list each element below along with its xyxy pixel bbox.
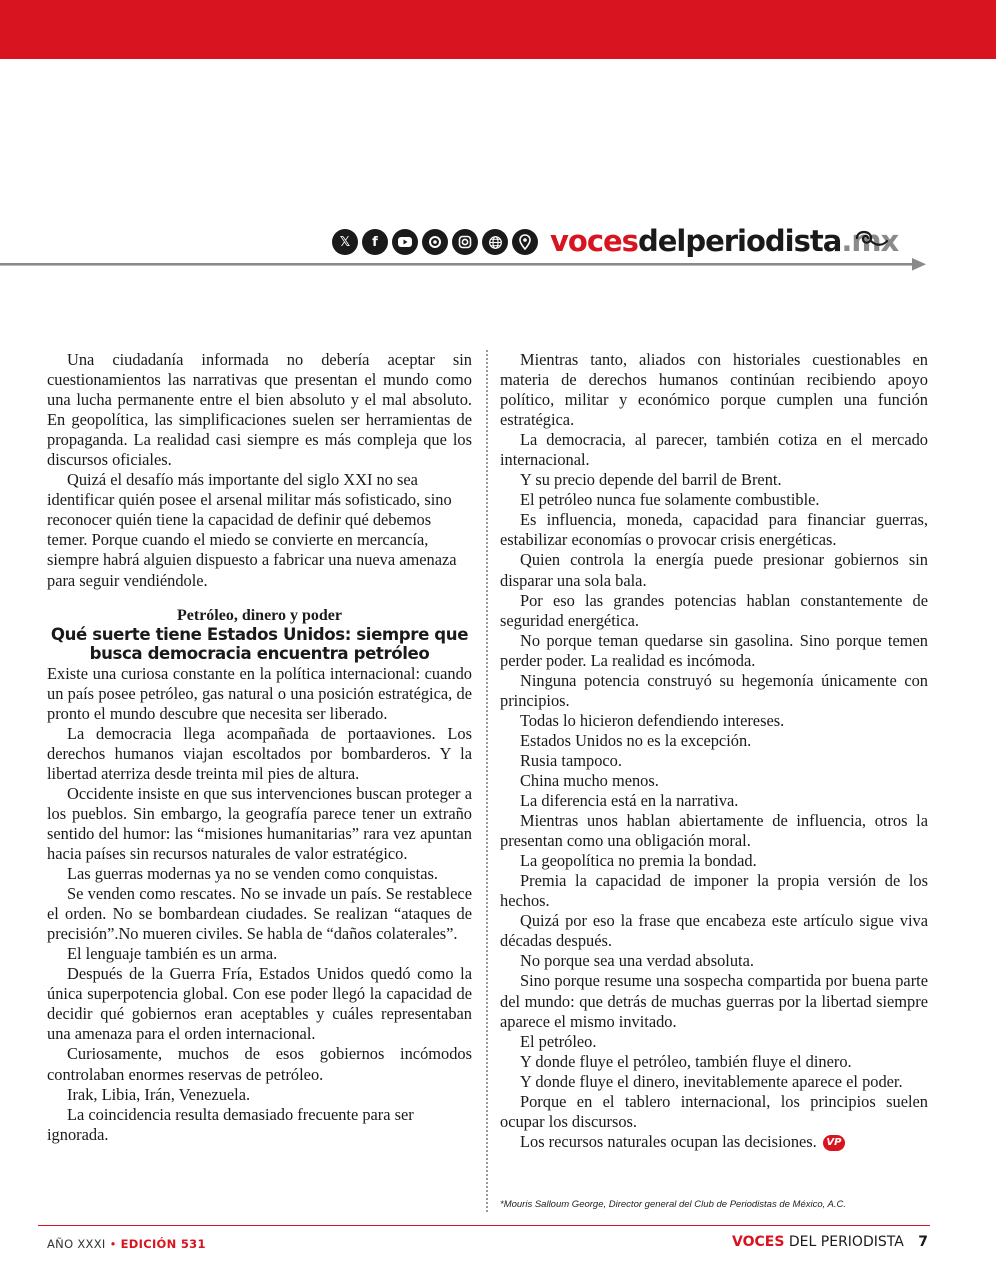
- right-body-paragraph: Estados Unidos no es la excepción.: [520, 730, 752, 750]
- right-body-paragraph: Por eso las grandes potencias hablan constantemente de seguridad energética.: [500, 590, 928, 630]
- right-body-paragraph: La diferencia está en la narrativa.: [520, 791, 739, 811]
- column-divider: [486, 350, 488, 1212]
- right-body-paragraph: Quizá por eso la frase que encabeza este artículo sigue viva décadas después.: [500, 911, 928, 951]
- right-body-paragraph: Y donde fluye el petróleo, también fluye el dinero.: [520, 1051, 852, 1071]
- right-body-paragraph: Mientras tanto, aliados con historiales cuestionables en materia de derechos humanos continúan recibiendo apoyo político, militar y económico porque cumplen una función estratégica.: [500, 350, 928, 430]
- footer-brand: [732, 1234, 928, 1250]
- right-body-paragraph: No porque sea una verdad absoluta.: [520, 951, 754, 971]
- right-body-paragraph: El petróleo.: [520, 1031, 597, 1051]
- swirl-ornament-icon: [855, 228, 889, 254]
- left-body-paragraph: Después de la Guerra Fría, Estados Unidos quedó como la única superpotencia global. Con ese poder llegó la capacidad de decidir qué gobiernos eran aceptables y cuáles representaban una amenaza para el orden internacional.: [47, 964, 472, 1044]
- facebook-icon[interactable]: f: [362, 229, 388, 255]
- right-body-paragraph: La geopolítica no premia la bondad.: [520, 851, 757, 871]
- left-body-paragraph: Irak, Libia, Irán, Venezuela.: [67, 1084, 251, 1104]
- left-body-paragraph: Occidente insiste en que sus intervenciones buscan proteger a los pueblos. Sin embargo, la geografía parece tener un extraño sentido del humor: las “misiones humanitarias” rara vez apuntan hacia países sin recursos naturales de valor estratégico.: [47, 783, 472, 863]
- right-body-paragraphs: [500, 350, 928, 1132]
- footer-brand-rest: DEL PERIODISTA: [788, 1234, 904, 1250]
- right-body-paragraph: El petróleo nunca fue solamente combustible.: [520, 490, 820, 510]
- left-intro-paragraph: Quizá el desafío más importante del siglo XXI no sea identificar quién posee el arsenal militar más sofisticado, sino reconocer quién tiene la capacidad de definir qué debemos temer. Porque cuando el miedo se convierte en mercancía, siempre habrá alguien dispuesto a fabricar una nueva amenaza para seguir vendiéndole.: [47, 470, 457, 590]
- footer-edition: EDICIÓN 531: [120, 1237, 206, 1251]
- footer-edition-info: [47, 1237, 206, 1251]
- right-body-paragraph: Sino porque resume una sospecha compartida por buena parte del mundo: que detrás de muchas guerras por la libertad siempre aparece el mismo invitado.: [500, 971, 928, 1031]
- threads-icon[interactable]: [422, 229, 448, 255]
- left-body-paragraph: La coincidencia resulta demasiado frecuente para ser ignorada.: [47, 1104, 414, 1144]
- right-body-paragraph: Porque en el tablero internacional, los principios suelen ocupar los discursos.: [500, 1091, 928, 1131]
- right-body-paragraph: Rusia tampoco.: [520, 750, 622, 770]
- left-body-paragraph: El lenguaje también es un arma.: [67, 944, 278, 964]
- footer-rule: [38, 1225, 930, 1226]
- left-body-paragraph: Se venden como rescates. No se invade un país. Se restablece el orden. No se bombardean ciudades. Se realizan “ataques de precisión”.No mueren civiles. Se habla de “daños colaterales”.: [47, 884, 472, 944]
- left-body-paragraph: La democracia llega acompañada de portaaviones. Los derechos humanos viajan escoltados por bombarderos. Y la libertad aterriza desde treinta mil pies de altura.: [47, 723, 472, 783]
- author-footnote: *Mouris Salloum George, Director general del Club de Periodistas de México, A.C.: [500, 1199, 847, 1210]
- footer-brand-bold: VOCES: [732, 1234, 785, 1250]
- footer-year: AÑO XXXI: [47, 1237, 106, 1251]
- left-body-first-paragraph: Existe una curiosa constante en la política internacional: cuando un país posee petróleo, gas natural o una posición estratégica, de pronto el mundo descubre que necesita ser liberado.: [47, 663, 472, 723]
- right-body-paragraph: Mientras unos hablan abiertamente de influencia, otros la presentan como una obligación moral.: [500, 811, 928, 851]
- right-body-paragraph: Es influencia, moneda, capacidad para financiar guerras, estabilizar economías o provocar crisis energéticas.: [500, 510, 928, 550]
- right-body-paragraph: Ninguna potencia construyó su hegemonía únicamente con principios.: [500, 670, 928, 710]
- right-body-paragraph: Todas lo hicieron defendiendo intereses.: [520, 710, 785, 730]
- closing-paragraph: [500, 1132, 928, 1152]
- left-intro-paragraph: Una ciudadanía informada no debería aceptar sin cuestionamientos las narrativas que presentan el mundo como una lucha permanente entre el bien absoluto y el mal absoluto. En geopolítica, las simplificaciones suelen ser herramientas de propaganda. La realidad casi siempre es más compleja que los discursos oficiales.: [47, 350, 472, 470]
- x-icon[interactable]: 𝕏: [332, 229, 358, 255]
- site-brand-logo[interactable]: [550, 222, 898, 260]
- closing-sentence: Los recursos naturales ocupan las decisiones.: [520, 1131, 817, 1151]
- brand-part-delperiodista: delperiodista: [637, 224, 842, 258]
- right-body-paragraph: No porque teman quedarse sin gasolina. Sino porque temen perder poder. La realidad es incómoda.: [500, 630, 928, 670]
- youtube-icon[interactable]: [392, 229, 418, 255]
- right-body-paragraph: Premia la capacidad de imponer la propia versión de los hechos.: [500, 871, 928, 911]
- footer-dot: •: [109, 1237, 117, 1251]
- brand-part-voces: voces: [550, 224, 638, 258]
- right-body-paragraph: China mucho menos.: [520, 770, 659, 790]
- subheading-kicker: Petróleo, dinero y poder: [176, 606, 342, 624]
- article-right-column: [500, 350, 928, 1152]
- left-body-paragraphs: [47, 724, 472, 1145]
- globe-icon[interactable]: [482, 229, 508, 255]
- left-body-paragraph: Las guerras modernas ya no se venden como conquistas.: [67, 864, 438, 884]
- social-icons-row: [332, 228, 538, 256]
- top-red-band: [0, 0, 996, 59]
- right-body-paragraph: Quien controla la energía puede presionar gobiernos sin disparar una sola bala.: [500, 550, 928, 590]
- article-left-column: [47, 350, 472, 1145]
- right-body-paragraph: Y su precio depende del barril de Brent.: [520, 470, 782, 490]
- location-pin-icon[interactable]: [512, 229, 538, 255]
- instagram-icon[interactable]: [452, 229, 478, 255]
- brand-part-mx: .mx: [841, 224, 899, 258]
- right-body-paragraph: La democracia, al parecer, también cotiza en el mercado internacional.: [500, 430, 928, 470]
- page-number: 7: [918, 1234, 928, 1250]
- left-intro-paragraphs: [47, 350, 472, 591]
- header-arrow-rule: [0, 258, 930, 272]
- vp-end-badge: VP: [823, 1135, 845, 1151]
- left-body-paragraph: Curiosamente, muchos de esos gobiernos incómodos controlaban enormes reservas de petróleo.: [47, 1044, 472, 1084]
- subheading-title: Qué suerte tiene Estados Unidos: siempre que busca democracia encuentra petróleo: [50, 624, 469, 663]
- right-body-paragraph: Y donde fluye el dinero, inevitablemente aparece el poder.: [520, 1071, 903, 1091]
